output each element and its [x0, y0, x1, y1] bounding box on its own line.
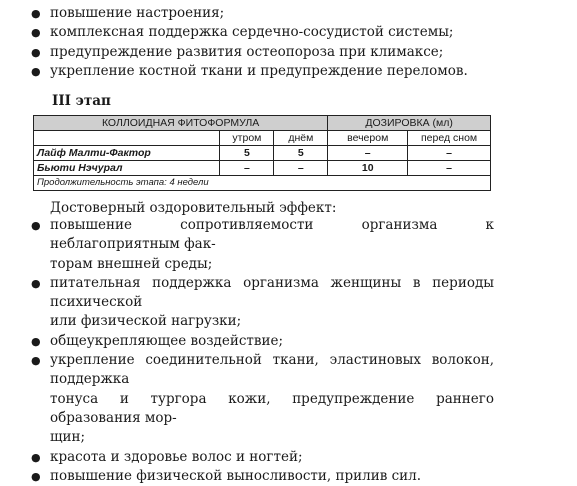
list-item: ● повышение физической выносливости, прилив сил.: [12, 467, 494, 486]
bullet-icon: ●: [31, 469, 41, 483]
dose-cell: –: [328, 146, 408, 161]
blank-cell: [34, 131, 220, 146]
dose-cell: 10: [328, 161, 408, 176]
dose-cell: –: [274, 161, 328, 176]
subheader-morning: утром: [220, 131, 274, 146]
dose-cell: 5: [274, 146, 328, 161]
dosage-table: [33, 115, 491, 191]
dose-cell: –: [408, 161, 491, 176]
subheader-bedtime: перед сном: [408, 131, 491, 146]
product-name: Бьюти Нэчурал: [34, 161, 220, 176]
benefits-list-top: [12, 4, 494, 81]
bullet-icon: ●: [31, 45, 41, 59]
list-item: ● повышение сопротивляемости организма к неблагоприятным фак- торам внешней среды;: [31, 217, 494, 272]
dosage-column-header: ДОЗИРОВКА (мл): [328, 116, 491, 131]
subheader-evening: вечером: [328, 131, 408, 146]
table-row: [34, 161, 491, 176]
list-item: ● питательная поддержка организма женщины в периоды психической или физической нагрузки;: [31, 274, 494, 330]
list-item: ● укрепление костной ткани и предупреждение переломов.: [12, 62, 494, 81]
bullet-icon: ●: [31, 7, 41, 20]
subheader-day: днём: [274, 131, 328, 146]
table-subheader-row: [34, 131, 491, 146]
bullet-icon: ●: [31, 354, 41, 368]
list-item: ● укрепление соединительной ткани, эластиновых волокон, поддержка тонуса и тургора кожи, предупреждение раннего образования мор- щин;: [31, 352, 494, 446]
benefits-list-bottom: [12, 216, 494, 486]
list-item: ● комплексная поддержка сердечно-сосудистой системы;: [12, 23, 494, 42]
dose-cell: –: [220, 161, 274, 176]
formula-column-header: КОЛЛОИДНАЯ ФИТОФОРМУЛА: [34, 116, 328, 131]
dose-cell: 5: [220, 146, 274, 161]
bullet-icon: ●: [31, 276, 41, 290]
table-row: [34, 146, 491, 161]
bullet-icon: ●: [31, 334, 41, 348]
bullet-icon: ●: [31, 219, 41, 232]
bullet-icon: ●: [31, 450, 41, 464]
list-item: ● общеукрепляющее воздействие;: [12, 332, 494, 351]
product-name: Лайф Малти-Фактор: [34, 146, 220, 161]
list-item: ● повышение настроения;: [12, 4, 494, 23]
bullet-icon: ●: [31, 26, 41, 40]
bullet-icon: ●: [31, 64, 41, 78]
table-header-row: [34, 116, 491, 131]
list-item: ● красота и здоровье волос и ногтей;: [12, 448, 494, 467]
duration-note: Продолжительность этапа: 4 недели: [34, 176, 491, 191]
table-note-row: [34, 176, 491, 191]
dose-cell: –: [408, 146, 491, 161]
list-item: ● предупреждение развития остеопороза при климаксе;: [12, 43, 494, 62]
effect-intro: Достоверный оздоровительный эффект:: [50, 200, 337, 216]
stage-heading: III этап: [52, 93, 111, 109]
